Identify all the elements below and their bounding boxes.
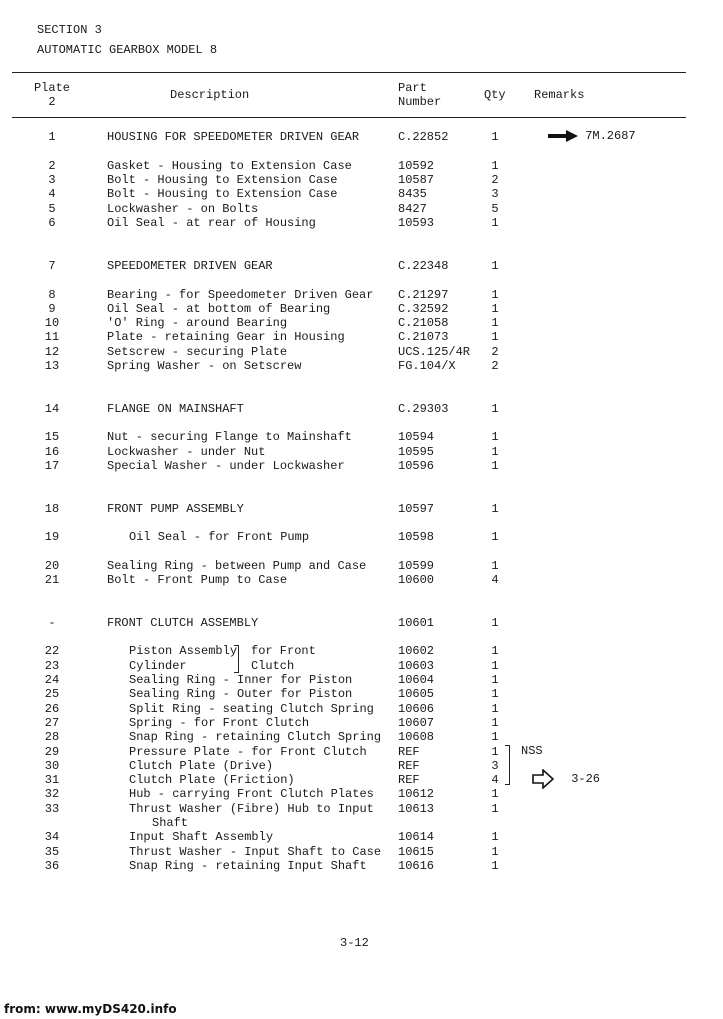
description-cell: Split Ring - seating Clutch Spring [129,702,374,716]
qty-cell: 1 [491,687,499,701]
table-row [0,716,723,730]
description-cell: Hub - carrying Front Clutch Plates [129,787,374,801]
plate-number-cell: 11 [44,330,60,344]
part-number-cell: 10607 [398,716,435,730]
part-number-cell: 10592 [398,159,435,173]
description-cell: Piston Assembly [129,644,238,658]
part-number-cell: 10615 [398,845,435,859]
table-row [0,173,723,187]
plate-number-cell: 22 [44,644,60,658]
part-number-cell: 10605 [398,687,435,701]
table-row [0,702,723,716]
part-number-cell: C.21058 [398,316,449,330]
description-cell: Snap Ring - retaining Input Shaft [129,859,367,873]
part-number-cell: 10601 [398,616,435,630]
description-cell: Lockwasher - on Bolts [107,202,259,216]
qty-cell: 1 [491,445,499,459]
table-row [0,459,723,473]
description-cell: Special Washer - under Lockwasher [107,459,345,473]
plate-number-cell: 9 [48,302,56,316]
plate-number-cell: 36 [44,859,60,873]
description-cell: Bolt - Front Pump to Case [107,573,288,587]
plate-number-cell: 13 [44,359,60,373]
plate-number-cell: 14 [44,402,60,416]
description-cell: Clutch Plate (Drive) [129,759,274,773]
part-number-cell: REF [398,745,420,759]
part-number-cell: 10603 [398,659,435,673]
plate-number-cell: 1 [48,130,56,144]
page-number: 3-12 [340,936,369,950]
qty-cell: 1 [491,644,499,658]
plate-number-cell: 29 [44,745,60,759]
qty-cell: 1 [491,830,499,844]
table-row [0,673,723,687]
plate-number-cell: 33 [44,802,60,816]
qty-cell: 5 [491,202,499,216]
plate-number-cell: 30 [44,759,60,773]
table-row [0,687,723,701]
table-row [0,659,723,673]
table-row [0,259,723,273]
plate-number-cell: 16 [44,445,60,459]
qty-cell: 4 [491,573,499,587]
qty-cell: 1 [491,530,499,544]
plate-number-cell: 18 [44,502,60,516]
part-number-cell: 10614 [398,830,435,844]
part-number-cell: 10606 [398,702,435,716]
qty-cell: 1 [491,716,499,730]
table-row [0,202,723,216]
plate-number-cell: 7 [48,259,56,273]
col-header-part-number [398,81,441,109]
qty-cell: 1 [491,859,499,873]
remark-superseded [548,129,636,143]
table-row [0,802,723,830]
qty-cell: 2 [491,359,499,373]
qty-cell: 4 [491,773,499,787]
qty-cell: 3 [491,187,499,201]
table-row [0,288,723,302]
description-group-cell: Clutch [251,659,295,673]
qty-cell: 1 [491,159,499,173]
part-number-cell: 10599 [398,559,435,573]
col-header-remarks: Remarks [534,88,585,102]
description-cell: Bolt - Housing to Extension Case [107,173,338,187]
plate-number-cell: 6 [48,216,56,230]
description-cell: Sealing Ring - Outer for Piston [129,687,353,701]
table-row [0,187,723,201]
plate-number-cell: 12 [44,345,60,359]
description-cell: Bolt - Housing to Extension Case [107,187,338,201]
remark-see-ref-text: 3-26 [571,772,601,787]
col-header-part-line1: Part [398,81,427,95]
plate-number-cell: 2 [48,159,56,173]
table-header-rule [12,117,686,118]
qty-cell: 1 [491,402,499,416]
table-row [0,616,723,630]
table-top-rule [12,72,686,73]
qty-cell: 1 [491,459,499,473]
table-row [0,330,723,344]
group-bracket-front-clutch [234,645,239,673]
part-number-cell: C.22348 [398,259,449,273]
hollow-arrow-right-icon [532,769,554,789]
description-continuation-cell: Shaft [152,816,189,830]
part-number-cell: 8427 [398,202,427,216]
table-row [0,345,723,359]
remark-superseded-text: 7M.2687 [585,129,636,143]
part-number-cell: 10595 [398,445,435,459]
part-number-cell: C.22852 [398,130,449,144]
description-cell: Plate - retaining Gear in Housing [107,330,345,344]
part-number-cell: FG.104/X [398,359,456,373]
description-cell: Bearing - for Speedometer Driven Gear [107,288,374,302]
table-row [0,830,723,844]
plate-number-cell: 19 [44,530,60,544]
description-cell: Spring Washer - on Setscrew [107,359,302,373]
description-cell: Oil Seal - for Front Pump [129,530,310,544]
description-cell: Sealing Ring - between Pump and Case [107,559,367,573]
table-row [0,773,723,787]
plate-number-cell: - [48,616,56,630]
part-number-cell: 10602 [398,644,435,658]
table-row [0,502,723,516]
col-header-plate-line1: Plate [33,81,70,95]
description-cell: FLANGE ON MAINSHAFT [107,402,244,416]
description-cell: HOUSING FOR SPEEDOMETER DRIVEN GEAR [107,130,360,144]
qty-cell: 2 [491,173,499,187]
description-cell: Cylinder [129,659,187,673]
plate-number-cell: 32 [44,787,60,801]
table-row [0,402,723,416]
qty-cell: 1 [491,745,499,759]
description-cell: Snap Ring - retaining Clutch Spring [129,730,382,744]
table-row [0,359,723,373]
table-row [0,302,723,316]
part-number-cell: C.32592 [398,302,449,316]
qty-cell: 1 [491,659,499,673]
table-row [0,787,723,801]
part-number-cell: 10612 [398,787,435,801]
table-row [0,445,723,459]
plate-number-cell: 5 [48,202,56,216]
table-row [0,730,723,744]
description-group-cell: for Front [251,644,316,658]
description-cell: Oil Seal - at bottom of Bearing [107,302,331,316]
qty-cell: 1 [491,330,499,344]
part-number-cell: REF [398,759,420,773]
plate-number-cell: 25 [44,687,60,701]
table-row [0,759,723,773]
description-cell: Input Shaft Assembly [129,830,274,844]
description-cell: Oil Seal - at rear of Housing [107,216,316,230]
table-row [0,316,723,330]
table-row [0,159,723,173]
part-number-cell: C.21073 [398,330,449,344]
section-label: SECTION 3 [37,23,102,37]
part-number-cell: 10613 [398,802,435,816]
qty-cell: 1 [491,616,499,630]
qty-cell: 1 [491,787,499,801]
qty-cell: 1 [491,316,499,330]
table-row [0,859,723,873]
document-title: AUTOMATIC GEARBOX MODEL 8 [37,43,218,57]
qty-cell: 1 [491,288,499,302]
description-cell: Lockwasher - under Nut [107,445,266,459]
plate-number-cell: 8 [48,288,56,302]
qty-cell: 1 [491,673,499,687]
table-row [0,573,723,587]
description-cell: FRONT PUMP ASSEMBLY [107,502,244,516]
qty-cell: 1 [491,702,499,716]
plate-number-cell: 4 [48,187,56,201]
table-row [0,559,723,573]
part-number-cell: 10604 [398,673,435,687]
description-cell: 'O' Ring - around Bearing [107,316,288,330]
part-number-cell: 10593 [398,216,435,230]
part-number-cell: C.29303 [398,402,449,416]
part-number-cell: 10596 [398,459,435,473]
plate-number-cell: 17 [44,459,60,473]
qty-cell: 1 [491,430,499,444]
description-cell: Pressure Plate - for Front Clutch [129,745,367,759]
plate-number-cell: 26 [44,702,60,716]
arrow-right-icon [548,130,578,142]
qty-cell: 1 [491,845,499,859]
plate-number-cell: 35 [44,845,60,859]
group-bracket-nss [505,745,510,785]
source-watermark: from: www.myDS420.info [4,1002,177,1016]
part-number-cell: 10594 [398,430,435,444]
qty-cell: 1 [491,559,499,573]
table-row [0,745,723,759]
plate-number-cell: 27 [44,716,60,730]
col-header-qty: Qty [484,88,506,102]
description-cell: FRONT CLUTCH ASSEMBLY [107,616,259,630]
part-number-cell: 10587 [398,173,435,187]
remark-see-ref [532,769,600,789]
table-row [0,644,723,658]
plate-number-cell: 28 [44,730,60,744]
plate-number-cell: 15 [44,430,60,444]
qty-cell: 3 [491,759,499,773]
plate-number-cell: 20 [44,559,60,573]
qty-cell: 2 [491,345,499,359]
qty-cell: 1 [491,502,499,516]
part-number-cell: 10597 [398,502,435,516]
description-cell: SPEEDOMETER DRIVEN GEAR [107,259,273,273]
plate-number-cell: 31 [44,773,60,787]
part-number-cell: 10616 [398,859,435,873]
col-header-plate [30,81,74,109]
part-number-cell: 8435 [398,187,427,201]
col-header-description: Description [170,88,250,102]
description-cell: Thrust Washer - Input Shaft to Case [129,845,382,859]
plate-number-cell: 34 [44,830,60,844]
part-number-cell: 10598 [398,530,435,544]
description-cell: Nut - securing Flange to Mainshaft [107,430,352,444]
plate-number-cell: 24 [44,673,60,687]
table-row [0,530,723,544]
plate-number-cell: 23 [44,659,60,673]
qty-cell: 1 [491,130,499,144]
description-cell: Setscrew - securing Plate [107,345,288,359]
table-row [0,430,723,444]
part-number-cell: UCS.125/4R [398,345,471,359]
plate-number-cell: 10 [44,316,60,330]
table-row [0,216,723,230]
plate-number-cell: 3 [48,173,56,187]
description-cell: Spring - for Front Clutch [129,716,310,730]
table-row [0,845,723,859]
qty-cell: 1 [491,302,499,316]
qty-cell: 1 [491,216,499,230]
qty-cell: 1 [491,802,499,816]
plate-number-cell: 21 [44,573,60,587]
part-number-cell: REF [398,773,420,787]
col-header-plate-line2: 2 [48,95,56,109]
qty-cell: 1 [491,259,499,273]
part-number-cell: 10600 [398,573,435,587]
description-cell: Gasket - Housing to Extension Case [107,159,352,173]
part-number-cell: 10608 [398,730,435,744]
description-cell: Sealing Ring - Inner for Piston [129,673,353,687]
qty-cell: 1 [491,730,499,744]
description-cell: Thrust Washer (Fibre) Hub to Input [129,802,374,816]
col-header-part-line2: Number [398,95,442,109]
description-cell: Clutch Plate (Friction) [129,773,295,787]
part-number-cell: C.21297 [398,288,449,302]
remark-nss: NSS [521,744,543,758]
